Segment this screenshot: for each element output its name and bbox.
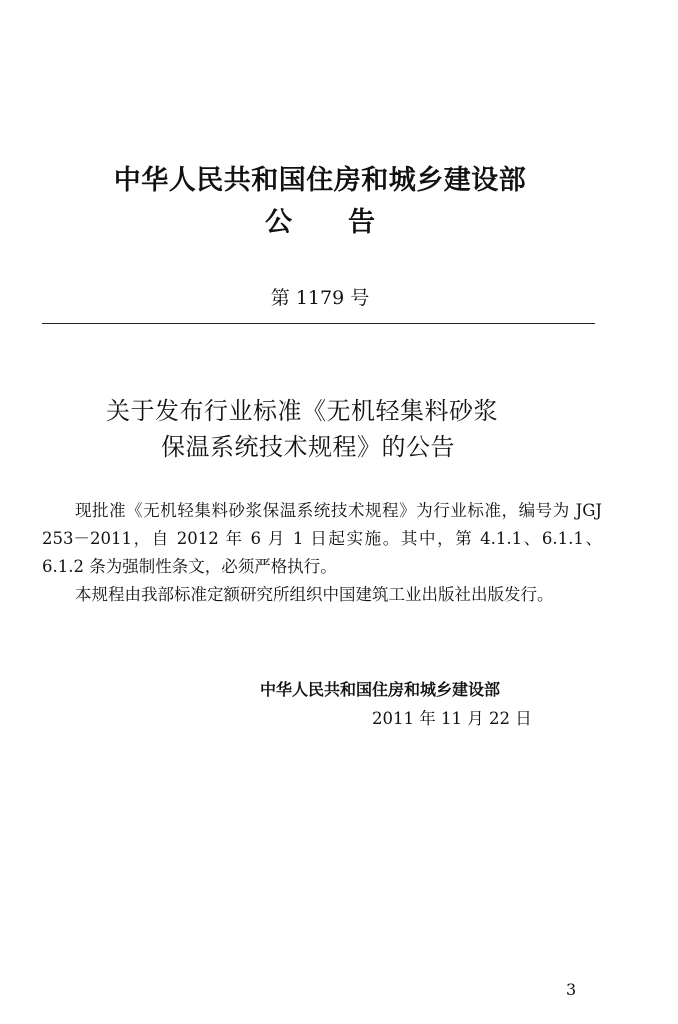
page-number: 3 <box>566 980 577 999</box>
notice-body <box>42 497 602 609</box>
issue-date: 2011 年 11 月 22 日 <box>372 709 532 728</box>
issuer-signature: 中华人民共和国住房和城乡建设部 <box>260 680 501 699</box>
notice-title <box>0 200 640 239</box>
body-paragraph-1: 现批准《无机轻集料砂浆保温系统技术规程》为行业标准，编号为 JGJ 253－2011，自 2012 年 6 月 1 日起实施。其中，第 4.1.1、6.1.1、6.1.2 条为强制性条文，必须严格执行。 <box>42 501 602 576</box>
notice-title-char-2: 告 <box>348 207 375 238</box>
notice-title-char-1: 公 <box>265 207 292 238</box>
body-paragraph-2: 本规程由我部标准定额研究所组织中国建筑工业出版社出版发行。 <box>75 585 554 604</box>
header-divider <box>42 323 595 324</box>
ministry-title: 中华人民共和国住房和城乡建设部 <box>113 165 527 196</box>
subject-line-2: 保温系统技术规程》的公告 <box>161 433 455 461</box>
subject-line-1: 关于发布行业标准《无机轻集料砂浆 <box>106 397 498 425</box>
notice-number: 第 1179 号 <box>270 287 370 309</box>
